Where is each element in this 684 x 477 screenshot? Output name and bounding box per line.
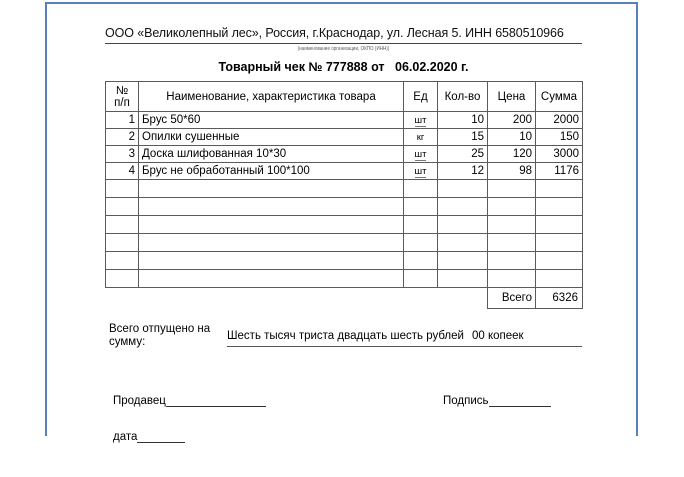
cell-empty bbox=[438, 234, 488, 252]
table-total-row bbox=[106, 288, 583, 309]
cell-quantity: 25 bbox=[438, 146, 488, 163]
cell-empty bbox=[536, 234, 583, 252]
cell-number: 2 bbox=[106, 129, 139, 146]
cell-empty bbox=[488, 180, 536, 198]
cell-name: Опилки сушенные bbox=[139, 129, 404, 146]
amount-in-words-label: Всего отпущено на сумму: bbox=[109, 323, 211, 348]
table-header-row bbox=[106, 82, 583, 112]
table-row-empty bbox=[106, 270, 583, 288]
cell-price: 98 bbox=[488, 163, 536, 180]
cell-name: Брус 50*60 bbox=[139, 112, 404, 129]
cell-empty bbox=[106, 252, 139, 270]
column-header-unit: Ед bbox=[404, 82, 438, 112]
cell-unit: шт bbox=[404, 163, 438, 180]
column-header-number bbox=[106, 82, 139, 112]
cell-empty bbox=[488, 270, 536, 288]
cell-empty bbox=[536, 252, 583, 270]
amount-in-words-block bbox=[105, 323, 582, 357]
cell-price: 200 bbox=[488, 112, 536, 129]
seller-label: Продавец bbox=[113, 395, 166, 407]
cell-empty bbox=[488, 216, 536, 234]
cell-unit: кг bbox=[404, 129, 438, 146]
cell-empty bbox=[438, 270, 488, 288]
cell-empty bbox=[438, 252, 488, 270]
cell-empty bbox=[536, 216, 583, 234]
organization-line: ООО «Великолепный лес», Россия, г.Краснодар, ул. Лесная 5. ИНН 6580510966 bbox=[105, 26, 582, 44]
cell-empty bbox=[536, 270, 583, 288]
cell-empty bbox=[404, 252, 438, 270]
cell-sum: 3000 bbox=[536, 146, 583, 163]
cell-empty bbox=[536, 180, 583, 198]
title-date-word: от bbox=[371, 60, 385, 74]
date-field bbox=[113, 431, 185, 443]
cell-total-blank bbox=[438, 288, 488, 309]
cell-sum: 2000 bbox=[536, 112, 583, 129]
column-header-number-line1: № bbox=[115, 84, 129, 97]
cell-total-blank bbox=[404, 288, 438, 309]
column-header-sum: Сумма bbox=[536, 82, 583, 112]
cell-empty bbox=[488, 198, 536, 216]
title-number: 777888 bbox=[325, 60, 368, 74]
table-row bbox=[106, 163, 583, 180]
column-header-name: Наименование, характеристика товара bbox=[139, 82, 404, 112]
cell-empty bbox=[404, 180, 438, 198]
column-header-price: Цена bbox=[488, 82, 536, 112]
organization-caption: (наименование организации, ОКПО (ИНН)) bbox=[297, 45, 390, 52]
column-header-number-line2: п/п bbox=[114, 96, 130, 109]
table-row bbox=[106, 129, 583, 146]
signature-line bbox=[489, 396, 551, 407]
seller-field bbox=[113, 395, 266, 407]
cell-empty bbox=[404, 234, 438, 252]
cell-empty bbox=[404, 216, 438, 234]
cell-name: Доска шлифованная 10*30 bbox=[139, 146, 404, 163]
cell-empty bbox=[488, 234, 536, 252]
cell-empty bbox=[106, 234, 139, 252]
cell-empty bbox=[139, 180, 404, 198]
cell-empty bbox=[488, 252, 536, 270]
cell-empty bbox=[139, 216, 404, 234]
cell-unit: шт bbox=[404, 112, 438, 129]
table-row bbox=[106, 112, 583, 129]
seller-line bbox=[166, 396, 266, 407]
date-line bbox=[137, 432, 185, 443]
cell-total-blank bbox=[139, 288, 404, 309]
cell-number: 4 bbox=[106, 163, 139, 180]
cell-sum: 1176 bbox=[536, 163, 583, 180]
title-date: 06.02.2020 г. bbox=[395, 60, 469, 74]
date-label: дата bbox=[113, 431, 138, 443]
cell-number: 3 bbox=[106, 146, 139, 163]
cell-number: 1 bbox=[106, 112, 139, 129]
cell-total-blank bbox=[106, 288, 139, 309]
cell-empty bbox=[404, 198, 438, 216]
cell-empty bbox=[139, 270, 404, 288]
title-prefix: Товарный чек № bbox=[218, 60, 323, 74]
cell-empty bbox=[536, 198, 583, 216]
column-header-quantity: Кол-во bbox=[438, 82, 488, 112]
total-label: Всего bbox=[488, 288, 536, 309]
cell-empty bbox=[106, 198, 139, 216]
signature-field bbox=[443, 395, 551, 407]
table-row bbox=[106, 146, 583, 163]
document-title bbox=[105, 60, 582, 74]
cell-price: 10 bbox=[488, 129, 536, 146]
cell-sum: 150 bbox=[536, 129, 583, 146]
goods-table bbox=[105, 81, 583, 309]
cell-empty bbox=[438, 198, 488, 216]
cell-price: 120 bbox=[488, 146, 536, 163]
table-row-empty bbox=[106, 198, 583, 216]
document-body bbox=[105, 26, 582, 451]
cell-empty bbox=[404, 270, 438, 288]
signature-row bbox=[105, 395, 582, 415]
table-row-empty bbox=[106, 216, 583, 234]
total-value: 6326 bbox=[536, 288, 583, 309]
table-row-empty bbox=[106, 252, 583, 270]
goods-table-body bbox=[106, 112, 583, 309]
cell-quantity: 10 bbox=[438, 112, 488, 129]
cell-empty bbox=[106, 216, 139, 234]
amount-words-text: Шесть тысяч триста двадцать шесть рублей bbox=[227, 330, 464, 342]
cell-unit: шт bbox=[404, 146, 438, 163]
table-row-empty bbox=[106, 180, 583, 198]
cell-empty bbox=[139, 198, 404, 216]
cell-name: Брус не обработанный 100*100 bbox=[139, 163, 404, 180]
table-row-empty bbox=[106, 234, 583, 252]
amount-kopecks-text: 00 копеек bbox=[471, 330, 524, 342]
cell-empty bbox=[139, 234, 404, 252]
cell-empty bbox=[438, 180, 488, 198]
cell-empty bbox=[139, 252, 404, 270]
cell-empty bbox=[438, 216, 488, 234]
cell-empty bbox=[106, 270, 139, 288]
signature-label: Подпись bbox=[443, 395, 489, 407]
cell-quantity: 15 bbox=[438, 129, 488, 146]
amount-in-words-value bbox=[227, 330, 582, 347]
document-sheet bbox=[45, 2, 638, 443]
cell-quantity: 12 bbox=[438, 163, 488, 180]
cell-empty bbox=[106, 180, 139, 198]
date-row bbox=[105, 431, 582, 451]
